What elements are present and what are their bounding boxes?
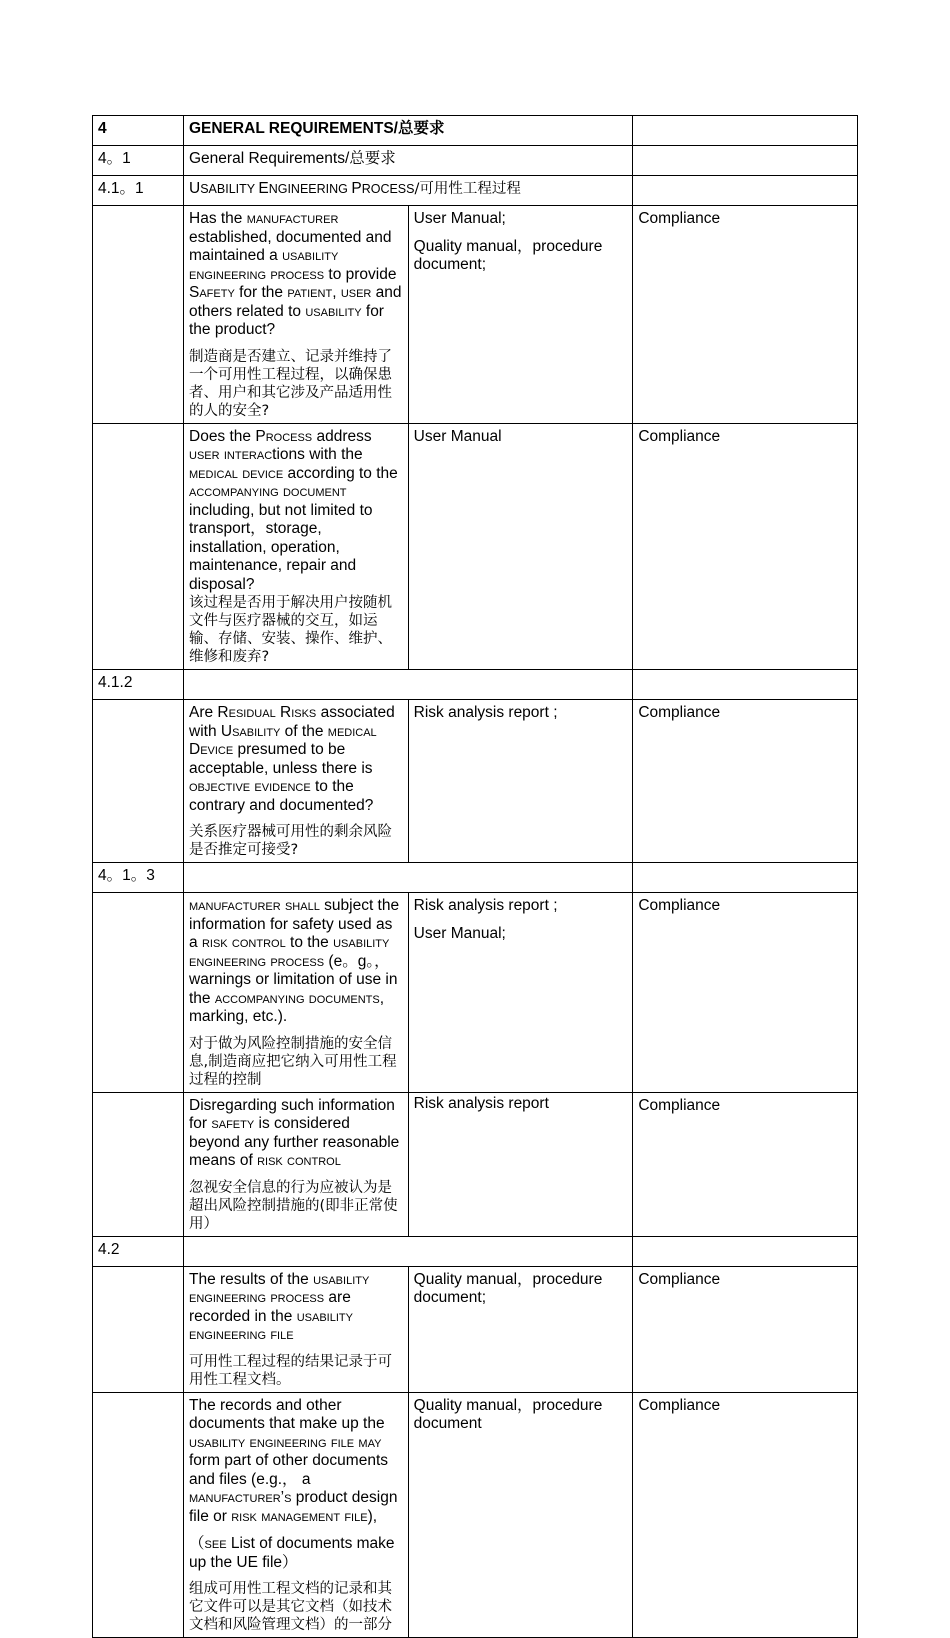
- requirement-text: [184, 423, 409, 670]
- empty-cell: [633, 176, 858, 206]
- requirement-cn: 该过程是否用于解决用户按随机文件与医疗器械的交互，如运输、存储、安装、操作、维护、维修和废弃?: [189, 595, 392, 665]
- table-row: [93, 206, 858, 424]
- evidence-cell: [408, 893, 633, 1093]
- empty-cell: [93, 206, 184, 424]
- table-row: [93, 1392, 858, 1638]
- requirements-table: [92, 115, 858, 1638]
- clause-number: 4: [93, 116, 184, 146]
- verdict: Compliance: [633, 423, 858, 670]
- empty-cell: [93, 1266, 184, 1392]
- table-row: [93, 863, 858, 893]
- table-row: [93, 1266, 858, 1392]
- table-row: [93, 893, 858, 1093]
- table-row: [93, 176, 858, 206]
- requirement-en: manufacturer shall subject the information for safety used as a risk control to the usability engineering process (e。g。， warnings or limitation of use in the accompanying documents, marking, etc.).: [189, 897, 400, 1025]
- verdict: Compliance: [633, 1092, 858, 1236]
- requirement-text: [184, 206, 409, 424]
- requirement-cn: 制造商是否建立、记录并维持了一个可用性工程过程，以确保患者、用户和其它涉及产品适用性的人的安全?: [189, 348, 392, 419]
- empty-cell: [93, 893, 184, 1093]
- clause-number: 4.2: [93, 1236, 184, 1266]
- evidence-item: Risk analysis report ;: [408, 700, 633, 863]
- evidence-item: User Manual;: [413, 924, 506, 942]
- requirement-cn: 组成可用性工程文档的记录和其它文件可以是其它文档（如技术文档和风险管理文档）的一部分: [189, 1581, 392, 1633]
- requirement-text: [184, 1392, 409, 1638]
- empty-cell: [184, 863, 633, 893]
- requirement-en: Disregarding such information for safety is considered beyond any further reasonable means of risk control: [189, 1096, 400, 1169]
- clause-number: 4。1: [93, 146, 184, 176]
- table-row: [93, 146, 858, 176]
- requirement-text: [184, 893, 409, 1093]
- requirement-text: [184, 700, 409, 863]
- evidence-item: Quality manual，procedure document: [408, 1392, 633, 1638]
- empty-cell: [184, 1236, 633, 1266]
- evidence-item: Quality manual，procedure document;: [413, 237, 603, 273]
- empty-cell: [633, 116, 858, 146]
- verdict: Compliance: [633, 206, 858, 424]
- requirement-en: The records and other documents that make up the usability engineering file may form part of other documents and files (e.g.， a manufacturer’s product design file or risk management file),: [189, 1396, 398, 1525]
- table-row: [93, 423, 858, 670]
- requirement-see: （see List of documents make up the UE file）: [189, 1535, 395, 1571]
- evidence-item: User Manual: [408, 423, 633, 670]
- verdict: Compliance: [633, 1392, 858, 1638]
- clause-number: 4.1.2: [93, 670, 184, 700]
- requirement-en: Has the manufacturer established, documented and maintained a usability engineering process to provide Safety for the patient, user and others related to usability for the product?: [189, 210, 402, 338]
- empty-cell: [633, 670, 858, 700]
- empty-cell: [93, 423, 184, 670]
- verdict: Compliance: [633, 700, 858, 863]
- empty-cell: [633, 863, 858, 893]
- section-title: GENERAL REQUIREMENTS/总要求: [184, 116, 633, 146]
- requirement-cn: 关系医疗器械可用性的剩余风险是否推定可接受?: [189, 824, 392, 858]
- table-row: [93, 116, 858, 146]
- evidence-item: Risk analysis report ;: [413, 897, 558, 914]
- section-title: General Requirements/总要求: [184, 146, 633, 176]
- verdict: Compliance: [633, 893, 858, 1093]
- table-row: [93, 1236, 858, 1266]
- requirement-cn: 对于做为风险控制措施的安全信息,制造商应把它纳入可用性工程过程的控制: [189, 1035, 397, 1088]
- requirement-cn: 可用性工程过程的结果记录于可用性工程文档。: [189, 1353, 392, 1388]
- empty-cell: [93, 1092, 184, 1236]
- table-row: [93, 1092, 858, 1236]
- empty-cell: [633, 1236, 858, 1266]
- table-row: [93, 670, 858, 700]
- clause-number: 4.1。1: [93, 176, 184, 206]
- clause-number: 4。1。3: [93, 863, 184, 893]
- empty-cell: [184, 670, 633, 700]
- requirement-en: Does the Process address user interactions with the medical device according to the accompanying document including, but not limited to transport，storage, installation, operation, maintenance, repair and disposal?: [189, 427, 398, 593]
- empty-cell: [633, 146, 858, 176]
- requirement-cn: 忽视安全信息的行为应被认为是超出风险控制措施的(即非正常使用）: [189, 1179, 398, 1232]
- requirement-en: Are Residual Risks associated with Usability of the medical Device presumed to be acceptable, unless there is objective evidence to the contrary and documented?: [189, 704, 395, 814]
- section-title: USABILITY ENGINEERING PROCESS/可用性工程过程: [184, 176, 633, 206]
- requirement-text: [184, 1092, 409, 1236]
- evidence-item: Risk analysis report: [408, 1092, 633, 1236]
- empty-cell: [93, 1392, 184, 1638]
- evidence-item: User Manual;: [413, 210, 506, 227]
- requirement-text: [184, 1266, 409, 1392]
- empty-cell: [93, 700, 184, 863]
- requirement-en: The results of the usability engineering process are recorded in the usability engineering file: [189, 1270, 370, 1343]
- table-row: [93, 700, 858, 863]
- evidence-cell: [408, 206, 633, 424]
- evidence-item: Quality manual，procedure document;: [408, 1266, 633, 1392]
- verdict: Compliance: [633, 1266, 858, 1392]
